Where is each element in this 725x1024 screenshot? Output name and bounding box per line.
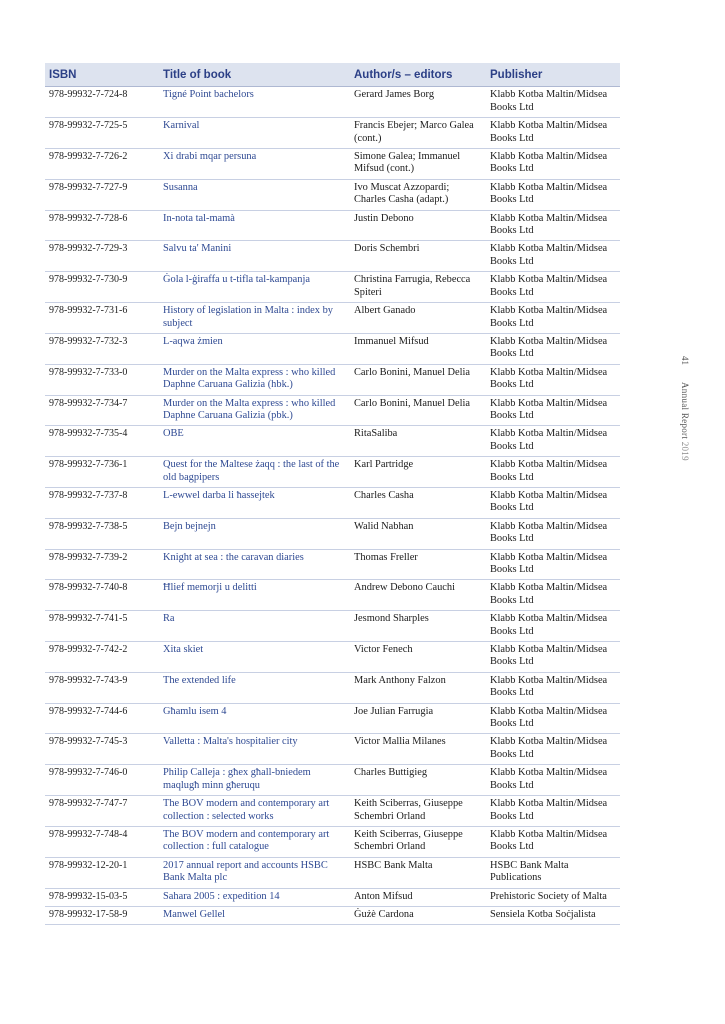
publisher-cell: Sensiela Kotba Soċjalista (486, 906, 620, 924)
isbn-table (45, 63, 620, 925)
table-row (45, 487, 620, 518)
isbn-cell: 978-99932-7-745-3 (45, 734, 159, 765)
author-cell: Charles Casha (350, 487, 486, 518)
title-cell: Għamlu isem 4 (159, 703, 350, 734)
author-cell: Ivo Muscat Azzopardi; Charles Casha (adapt.) (350, 179, 486, 210)
title-cell: Tigné Point bachelors (159, 87, 350, 118)
table-row (45, 518, 620, 549)
publisher-cell: Klabb Kotba Maltin/Midsea Books Ltd (486, 611, 620, 642)
isbn-cell: 978-99932-7-724-8 (45, 87, 159, 118)
author-cell: Charles Buttigieg (350, 765, 486, 796)
table-row (45, 549, 620, 580)
isbn-cell: 978-99932-7-743-9 (45, 672, 159, 703)
header-title: Title of book (159, 63, 350, 87)
title-cell: Xi drabi mqar persuna (159, 149, 350, 180)
publisher-cell: Klabb Kotba Maltin/Midsea Books Ltd (486, 487, 620, 518)
table-row (45, 426, 620, 457)
table-row (45, 149, 620, 180)
publisher-cell: Klabb Kotba Maltin/Midsea Books Ltd (486, 395, 620, 426)
author-cell: Walid Nabhan (350, 518, 486, 549)
table-row (45, 179, 620, 210)
table-row (45, 241, 620, 272)
table-row (45, 672, 620, 703)
author-cell: Doris Schembri (350, 241, 486, 272)
title-cell: Ħlief memorji u delitti (159, 580, 350, 611)
title-cell: Valletta : Malta's hospitalier city (159, 734, 350, 765)
title-cell: Susanna (159, 179, 350, 210)
author-cell: Victor Mallia Milanes (350, 734, 486, 765)
table-row (45, 765, 620, 796)
page-content (45, 63, 620, 925)
table-row (45, 796, 620, 827)
title-cell: The extended life (159, 672, 350, 703)
page-number: 41 (680, 356, 690, 365)
title-cell: The BOV modern and contemporary art collection : full catalogue (159, 826, 350, 857)
publisher-cell: Prehistoric Society of Malta (486, 888, 620, 906)
table-row (45, 826, 620, 857)
author-cell: Immanuel Mifsud (350, 333, 486, 364)
table-row (45, 395, 620, 426)
title-cell: Murder on the Malta express : who killed Daphne Caruana Galizia (hbk.) (159, 364, 350, 395)
header-authors: Author/s – editors (350, 63, 486, 87)
publisher-cell: Klabb Kotba Maltin/Midsea Books Ltd (486, 703, 620, 734)
isbn-cell: 978-99932-7-746-0 (45, 765, 159, 796)
publisher-cell: Klabb Kotba Maltin/Midsea Books Ltd (486, 87, 620, 118)
author-cell: Carlo Bonini, Manuel Delia (350, 395, 486, 426)
publisher-cell: Klabb Kotba Maltin/Midsea Books Ltd (486, 518, 620, 549)
table-row (45, 333, 620, 364)
isbn-cell: 978-99932-7-736-1 (45, 457, 159, 488)
table-row (45, 303, 620, 334)
author-cell: Victor Fenech (350, 642, 486, 673)
table-row (45, 888, 620, 906)
isbn-cell: 978-99932-7-727-9 (45, 179, 159, 210)
title-cell: Bejn bejnejn (159, 518, 350, 549)
publisher-cell: Klabb Kotba Maltin/Midsea Books Ltd (486, 580, 620, 611)
author-cell: Christina Farrugia, Rebecca Spiteri (350, 272, 486, 303)
header-isbn: ISBN (45, 63, 159, 87)
title-cell: Knight at sea : the caravan diaries (159, 549, 350, 580)
publisher-cell: Klabb Kotba Maltin/Midsea Books Ltd (486, 179, 620, 210)
title-cell: Sahara 2005 : expedition 14 (159, 888, 350, 906)
title-cell: Karnival (159, 118, 350, 149)
isbn-cell: 978-99932-7-748-4 (45, 826, 159, 857)
table-row (45, 703, 620, 734)
table-body (45, 87, 620, 925)
table-row (45, 210, 620, 241)
table-row (45, 87, 620, 118)
author-cell: Jesmond Sharples (350, 611, 486, 642)
table-row (45, 364, 620, 395)
publisher-cell: Klabb Kotba Maltin/Midsea Books Ltd (486, 765, 620, 796)
publisher-cell: Klabb Kotba Maltin/Midsea Books Ltd (486, 241, 620, 272)
isbn-cell: 978-99932-17-58-9 (45, 906, 159, 924)
author-cell: Albert Ganado (350, 303, 486, 334)
author-cell: Simone Galea; Immanuel Mifsud (cont.) (350, 149, 486, 180)
title-cell: Ġola l-ġiraffa u t-tifla tal-kampanja (159, 272, 350, 303)
isbn-cell: 978-99932-7-730-9 (45, 272, 159, 303)
isbn-cell: 978-99932-7-725-5 (45, 118, 159, 149)
table-row (45, 611, 620, 642)
isbn-cell: 978-99932-12-20-1 (45, 857, 159, 888)
author-cell: Keith Sciberras, Giuseppe Schembri Orland (350, 796, 486, 827)
isbn-cell: 978-99932-7-739-2 (45, 549, 159, 580)
author-cell: Keith Sciberras, Giuseppe Schembri Orland (350, 826, 486, 857)
author-cell: Karl Partridge (350, 457, 486, 488)
author-cell: Carlo Bonini, Manuel Delia (350, 364, 486, 395)
isbn-cell: 978-99932-7-747-7 (45, 796, 159, 827)
title-cell: In-nota tal-mamà (159, 210, 350, 241)
title-cell: Ra (159, 611, 350, 642)
isbn-cell: 978-99932-7-735-4 (45, 426, 159, 457)
author-cell: Ġużè Cardona (350, 906, 486, 924)
isbn-cell: 978-99932-7-737-8 (45, 487, 159, 518)
header-publisher: Publisher (486, 63, 620, 87)
isbn-cell: 978-99932-7-732-3 (45, 333, 159, 364)
running-title (676, 382, 690, 461)
title-cell: Murder on the Malta express : who killed Daphne Caruana Galizia (pbk.) (159, 395, 350, 426)
title-cell: Xita skiet (159, 642, 350, 673)
publisher-cell: Klabb Kotba Maltin/Midsea Books Ltd (486, 303, 620, 334)
isbn-cell: 978-99932-7-734-7 (45, 395, 159, 426)
title-cell: L-ewwel darba li ħassejtek (159, 487, 350, 518)
table-row (45, 457, 620, 488)
isbn-cell: 978-99932-7-742-2 (45, 642, 159, 673)
title-cell: L-aqwa żmien (159, 333, 350, 364)
publisher-cell: Klabb Kotba Maltin/Midsea Books Ltd (486, 549, 620, 580)
author-cell: RitaSaliba (350, 426, 486, 457)
table-header (45, 63, 620, 87)
publisher-cell: Klabb Kotba Maltin/Midsea Books Ltd (486, 333, 620, 364)
publisher-cell: Klabb Kotba Maltin/Midsea Books Ltd (486, 118, 620, 149)
publisher-cell: Klabb Kotba Maltin/Midsea Books Ltd (486, 149, 620, 180)
running-title-year: 2019 (680, 441, 690, 461)
publisher-cell: Klabb Kotba Maltin/Midsea Books Ltd (486, 210, 620, 241)
title-cell: History of legislation in Malta : index by subject (159, 303, 350, 334)
table-row (45, 118, 620, 149)
publisher-cell: Klabb Kotba Maltin/Midsea Books Ltd (486, 796, 620, 827)
title-cell: Quest for the Maltese żaqq : the last of the old bagpipers (159, 457, 350, 488)
isbn-cell: 978-99932-7-744-6 (45, 703, 159, 734)
publisher-cell: Klabb Kotba Maltin/Midsea Books Ltd (486, 642, 620, 673)
isbn-cell: 978-99932-7-741-5 (45, 611, 159, 642)
author-cell: Andrew Debono Cauchi (350, 580, 486, 611)
title-cell: OBE (159, 426, 350, 457)
header-row (45, 63, 620, 87)
publisher-cell: HSBC Bank Malta Publications (486, 857, 620, 888)
publisher-cell: Klabb Kotba Maltin/Midsea Books Ltd (486, 272, 620, 303)
title-cell: The BOV modern and contemporary art collection : selected works (159, 796, 350, 827)
publisher-cell: Klabb Kotba Maltin/Midsea Books Ltd (486, 364, 620, 395)
page-folio (676, 356, 690, 496)
author-cell: Francis Ebejer; Marco Galea (cont.) (350, 118, 486, 149)
title-cell: Manwel Gellel (159, 906, 350, 924)
author-cell: Anton Mifsud (350, 888, 486, 906)
author-cell: Mark Anthony Falzon (350, 672, 486, 703)
table-row (45, 642, 620, 673)
running-title-text: Annual Report (680, 382, 690, 440)
publisher-cell: Klabb Kotba Maltin/Midsea Books Ltd (486, 734, 620, 765)
publisher-cell: Klabb Kotba Maltin/Midsea Books Ltd (486, 457, 620, 488)
isbn-cell: 978-99932-7-733-0 (45, 364, 159, 395)
isbn-cell: 978-99932-7-728-6 (45, 210, 159, 241)
author-cell: Thomas Freller (350, 549, 486, 580)
title-cell: Philip Calleja : għex għall-bniedem maqlugħ minn għeruqu (159, 765, 350, 796)
author-cell: Joe Julian Farrugia (350, 703, 486, 734)
table-row (45, 857, 620, 888)
isbn-cell: 978-99932-7-740-8 (45, 580, 159, 611)
isbn-cell: 978-99932-15-03-5 (45, 888, 159, 906)
title-cell: 2017 annual report and accounts HSBC Bank Malta plc (159, 857, 350, 888)
isbn-cell: 978-99932-7-726-2 (45, 149, 159, 180)
table-row (45, 734, 620, 765)
publisher-cell: Klabb Kotba Maltin/Midsea Books Ltd (486, 826, 620, 857)
publisher-cell: Klabb Kotba Maltin/Midsea Books Ltd (486, 672, 620, 703)
publisher-cell: Klabb Kotba Maltin/Midsea Books Ltd (486, 426, 620, 457)
isbn-cell: 978-99932-7-729-3 (45, 241, 159, 272)
isbn-cell: 978-99932-7-738-5 (45, 518, 159, 549)
author-cell: Justin Debono (350, 210, 486, 241)
isbn-cell: 978-99932-7-731-6 (45, 303, 159, 334)
author-cell: HSBC Bank Malta (350, 857, 486, 888)
table-row (45, 580, 620, 611)
author-cell: Gerard James Borg (350, 87, 486, 118)
title-cell: Salvu ta' Manini (159, 241, 350, 272)
table-row (45, 272, 620, 303)
table-row (45, 906, 620, 924)
